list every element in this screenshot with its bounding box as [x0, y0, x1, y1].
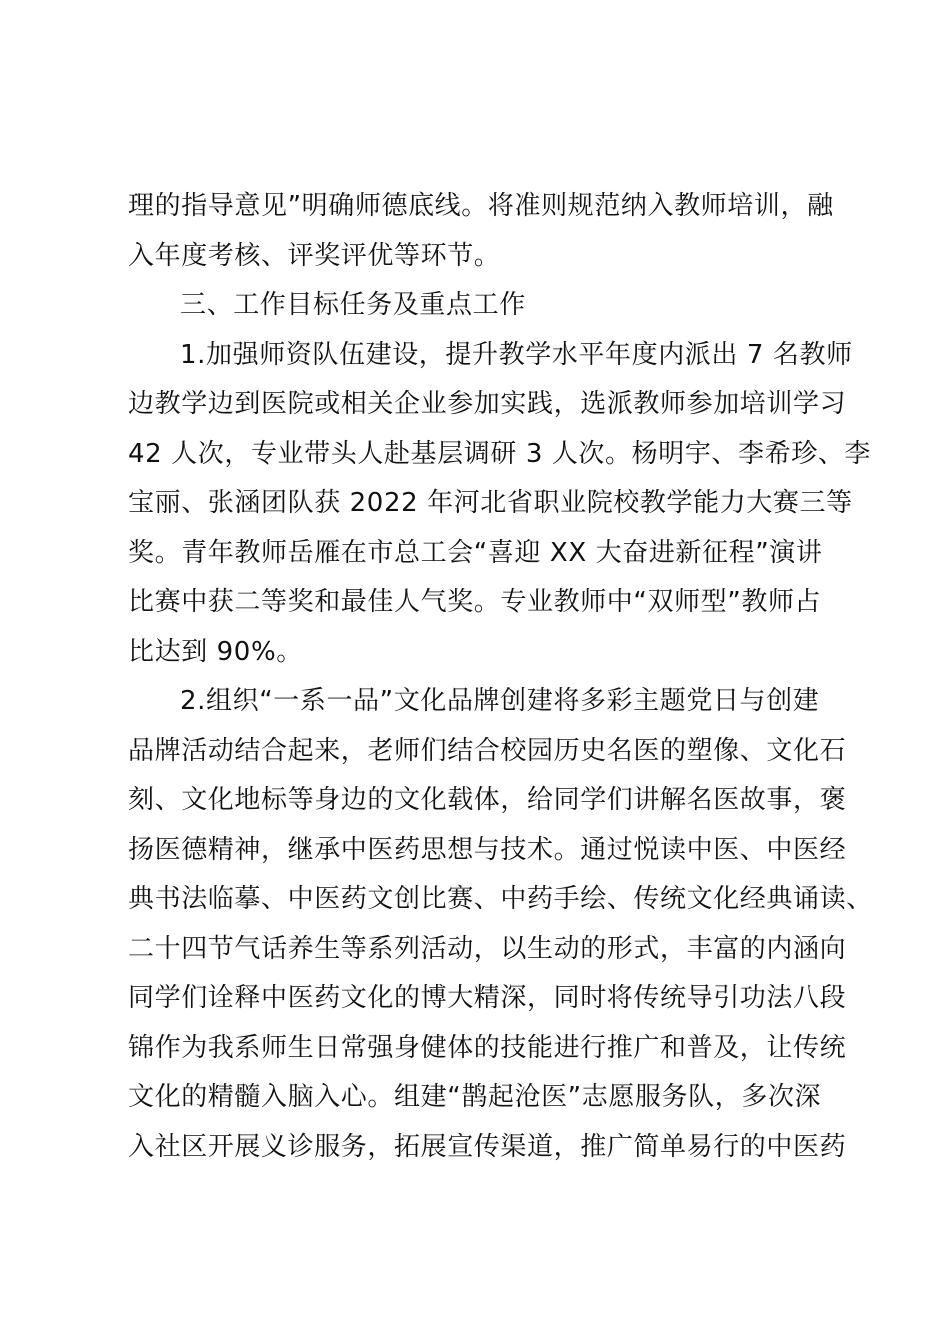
paragraph-line: 入年度考核、评奖评优等环节。 [128, 240, 501, 271]
paragraph-line: 边教学边到医院或相关企业参加实践，选派教师参加培训学习 [128, 389, 847, 419]
paragraph-line: 锦作为我系师生日常强身健体的技能进行推广和普及，让传统 [128, 1032, 847, 1063]
paragraph-line: 刻、文化地标等身边的文化载体，给同学们讲解名医故事，褒 [128, 785, 847, 815]
paragraph-line: 比达到 90%。 [128, 636, 303, 667]
document-body [128, 182, 873, 1172]
paragraph-line: 文化的精髓入脑入心。组建“鹊起沧医”志愿服务队，多次深 [128, 1082, 822, 1112]
paragraph-line: 42 人次，专业带头人赴基层调研 3 人次。杨明宇、李希珍、李 [128, 438, 872, 469]
paragraph-line: 同学们诠释中医药文化的博大精深，同时将传统导引功法八段 [128, 983, 847, 1013]
paragraph-line: 品牌活动结合起来，老师们结合校园历史名医的塑像、文化石 [128, 735, 847, 766]
paragraph-line: 典书法临摹、中医药文创比赛、中药手绘、传统文化经典诵读、 [128, 884, 873, 914]
paragraph-line: 1.加强师资队伍建设，提升教学水平年度内派出 7 名教师 [180, 339, 853, 370]
paragraph-line: 奖。青年教师岳雁在市总工会“喜迎 XX 大奋进新征程”演讲 [128, 537, 823, 568]
paragraph-line: 2.组织“一系一品”文化品牌创建将多彩主题党日与创建 [180, 686, 820, 716]
paragraph-line: 入社区开展义诊服务，拓展宣传渠道，推广简单易行的中医药 [128, 1131, 847, 1162]
section-heading: 三、工作目标任务及重点工作 [180, 290, 526, 320]
paragraph-line: 比赛中获二等奖和最佳人气奖。专业教师中“双师型”教师占 [128, 587, 822, 617]
paragraph-line: 理的指导意见”明确师德底线。将准则规范纳入教师培训，融 [128, 191, 834, 221]
paragraph-line: 扬医德精神，继承中医药思想与技术。通过悦读中医、中医经 [128, 834, 847, 865]
paragraph-line: 宝丽、张涵团队获 2022 年河北省职业院校教学能力大赛三等 [128, 488, 853, 518]
paragraph-line: 二十四节气话养生等系列活动，以生动的形式，丰富的内涵向 [128, 933, 847, 964]
